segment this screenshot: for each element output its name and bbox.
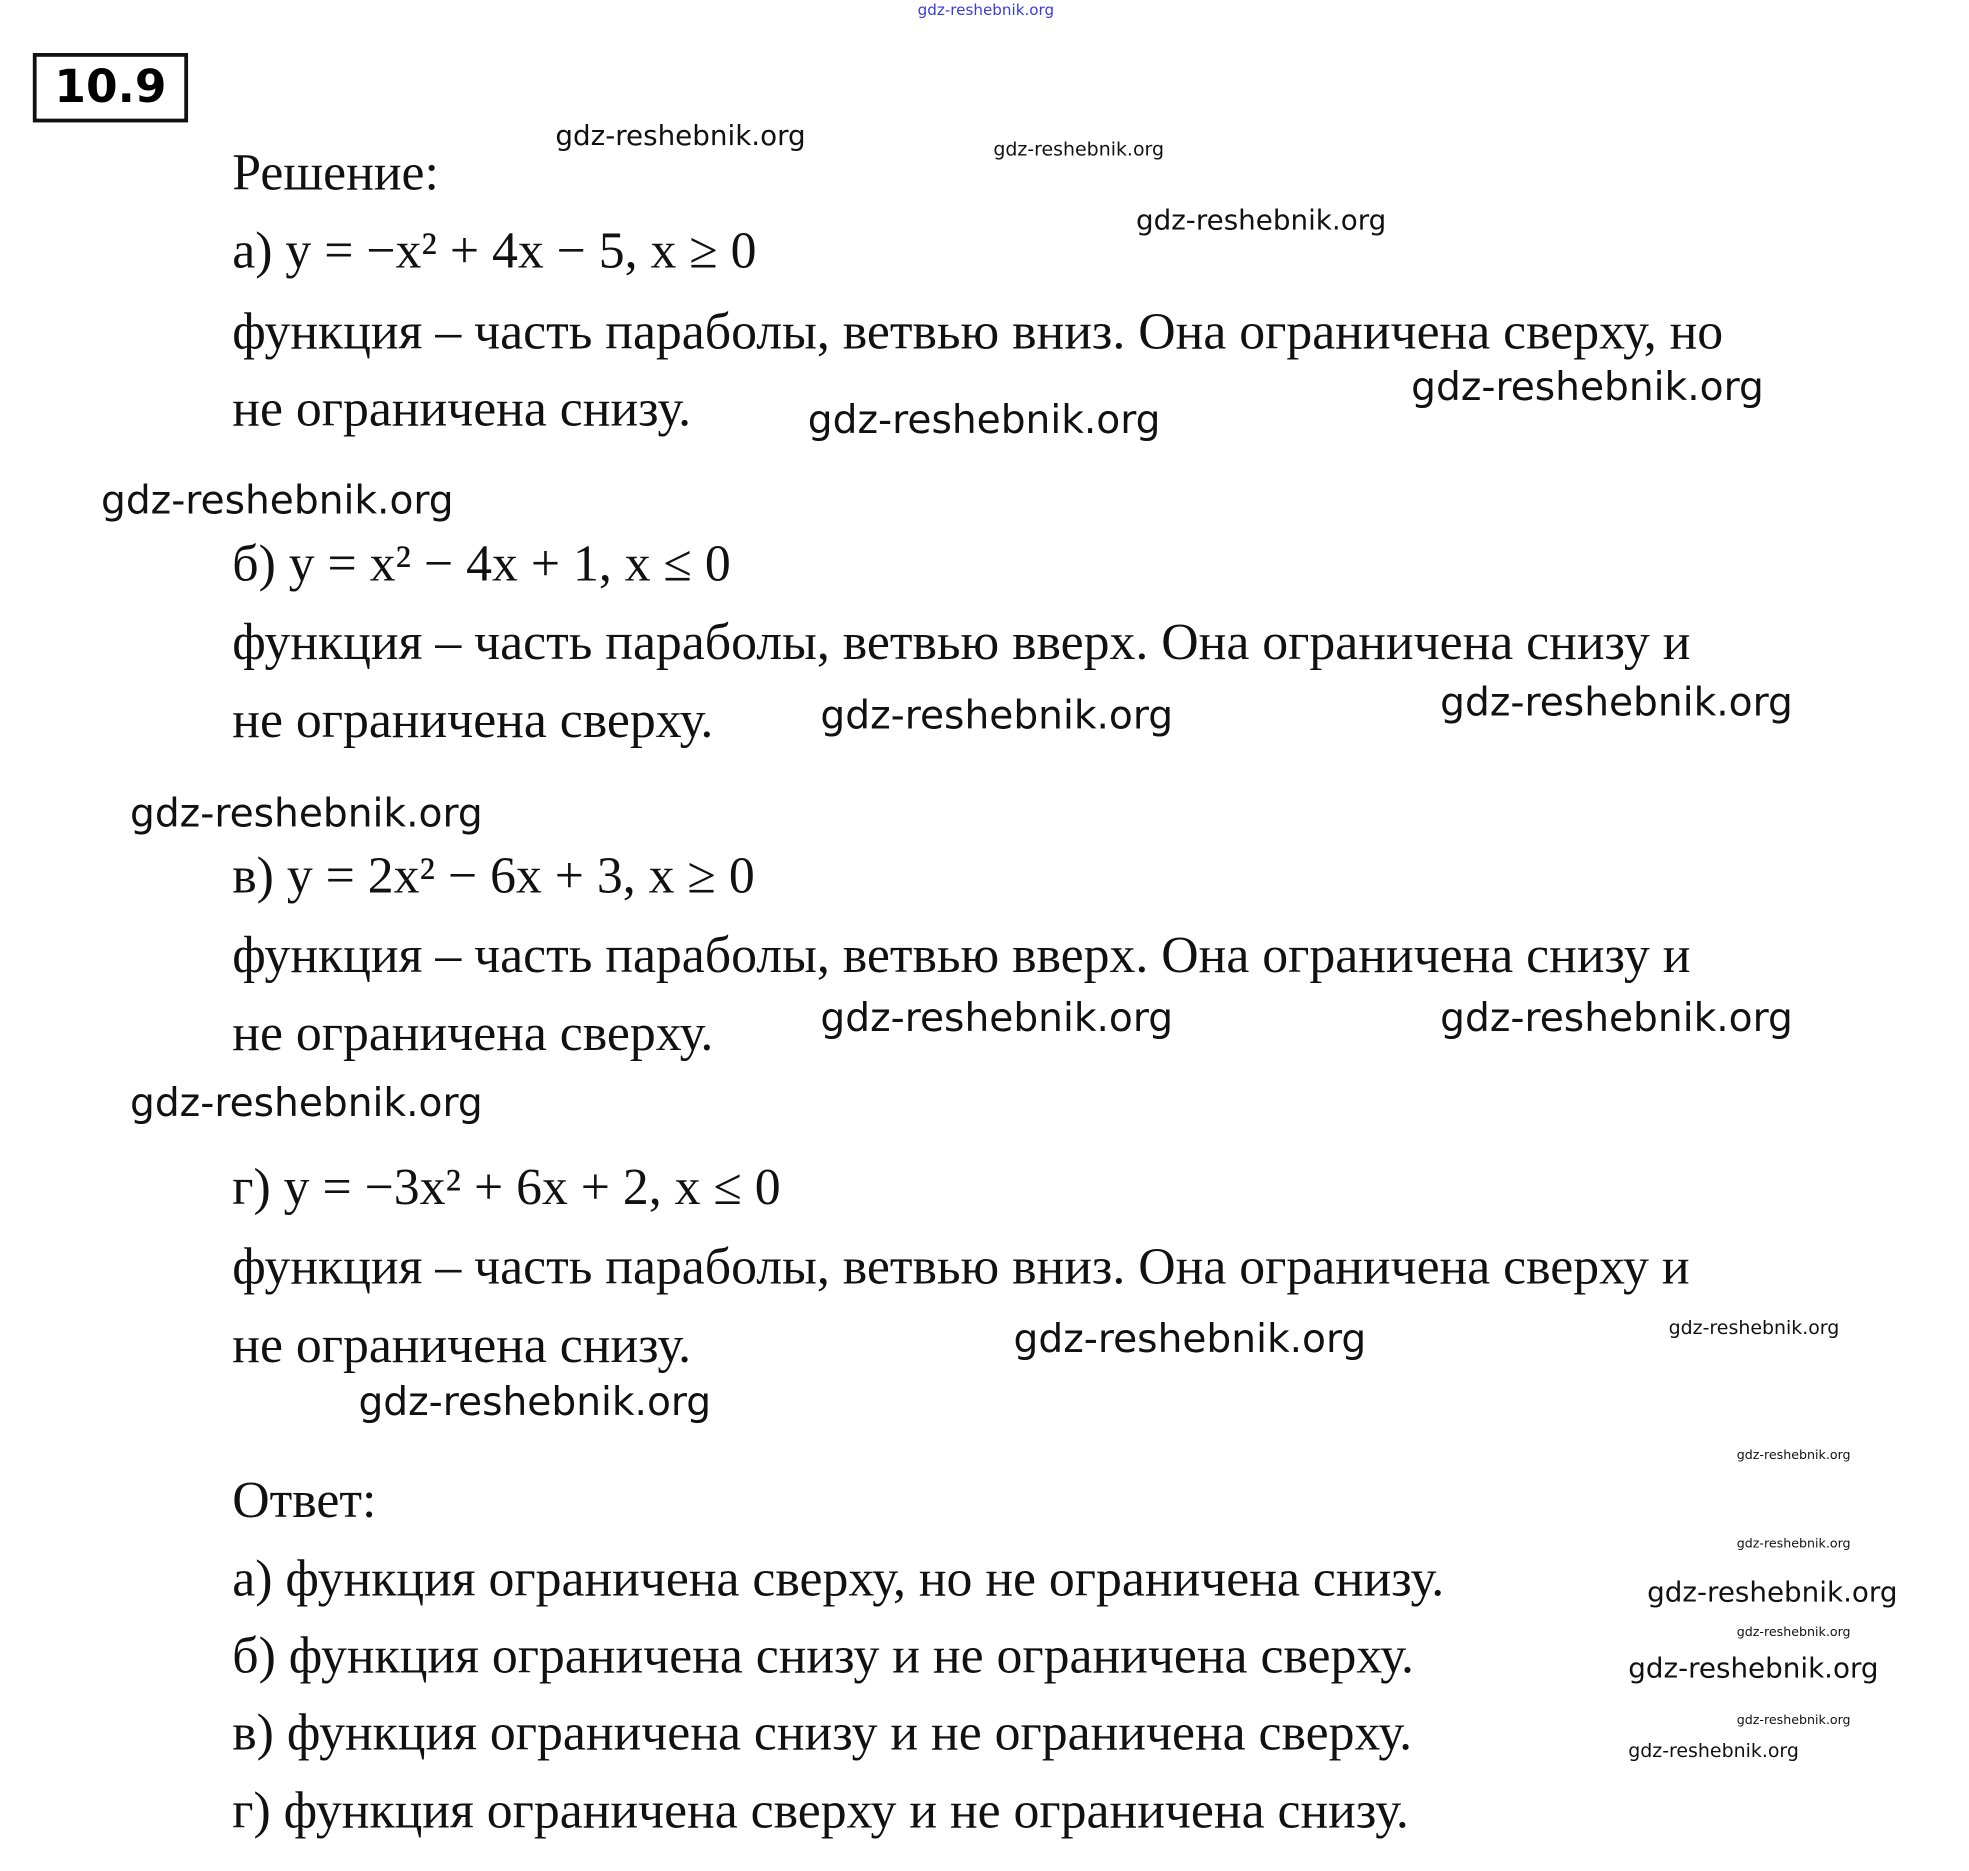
answer-a: а) функция ограничена сверху, но не ограничена снизу. xyxy=(232,1548,1445,1607)
part-a-line2: не ограничена снизу. xyxy=(232,378,692,437)
watermark: gdz-reshebnik.org xyxy=(1411,364,1764,411)
watermark: gdz-reshebnik.org xyxy=(1440,680,1793,726)
part-d-line1: функция – часть параболы, ветвью вниз. Она ограничена сверху и xyxy=(232,1236,1690,1296)
watermark: gdz-reshebnik.org xyxy=(1736,1537,1851,1552)
watermark: gdz-reshebnik.org xyxy=(993,137,1165,161)
watermark: gdz-reshebnik.org xyxy=(1647,1577,1898,1610)
watermark: gdz-reshebnik.org xyxy=(1628,1739,1799,1763)
part-c-line1: функция – часть параболы, ветвью вверх. Она ограничена снизу и xyxy=(232,925,1691,984)
watermark-top: gdz-reshebnik.org xyxy=(917,1,1055,19)
answer-b: б) функция ограничена снизу и не ограничена сверху. xyxy=(232,1625,1414,1684)
watermark: gdz-reshebnik.org xyxy=(1135,205,1387,238)
watermark: gdz-reshebnik.org xyxy=(1013,1316,1367,1362)
watermark: gdz-reshebnik.org xyxy=(1736,1714,1851,1728)
part-a-line1: функция – часть параболы, ветвью вниз. Она ограничена сверху, но xyxy=(232,301,1724,360)
watermark: gdz-reshebnik.org xyxy=(555,121,806,153)
part-b-line1: функция – часть параболы, ветвью вверх. Она ограничена снизу и xyxy=(232,612,1691,671)
part-a-formula: а) y = −x² + 4x − 5, x ≥ 0 xyxy=(232,220,757,279)
answer-d: г) функция ограничена сверху и не ограничена снизу. xyxy=(232,1780,1409,1840)
watermark: gdz-reshebnik.org xyxy=(1668,1316,1840,1340)
answer-c: в) функция ограничена снизу и не ограничена сверху. xyxy=(232,1702,1413,1761)
part-b-formula: б) y = x² − 4x + 1, x ≤ 0 xyxy=(232,533,731,592)
watermark: gdz-reshebnik.org xyxy=(820,995,1174,1042)
part-d-formula: г) y = −3x² + 6x + 2, x ≤ 0 xyxy=(232,1157,781,1216)
watermark: gdz-reshebnik.org xyxy=(358,1379,712,1426)
answer-label: Ответ: xyxy=(232,1470,377,1529)
watermark: gdz-reshebnik.org xyxy=(100,478,454,524)
part-c-formula: в) y = 2x² − 6x + 3, x ≥ 0 xyxy=(232,845,755,904)
watermark: gdz-reshebnik.org xyxy=(1736,1625,1851,1640)
watermark: gdz-reshebnik.org xyxy=(130,1080,483,1126)
watermark: gdz-reshebnik.org xyxy=(1736,1449,1851,1463)
watermark: gdz-reshebnik.org xyxy=(130,791,483,837)
watermark: gdz-reshebnik.org xyxy=(807,397,1161,444)
part-b-line2: не ограничена сверху. xyxy=(232,690,714,749)
watermark: gdz-reshebnik.org xyxy=(1440,995,1793,1042)
solution-label: Решение: xyxy=(232,142,439,201)
problem-number: 10.9 xyxy=(33,53,188,122)
part-c-line2: не ограничена сверху. xyxy=(232,1003,714,1062)
watermark: gdz-reshebnik.org xyxy=(1628,1653,1879,1686)
watermark: gdz-reshebnik.org xyxy=(820,692,1174,739)
part-d-line2: не ограничена снизу. xyxy=(232,1315,692,1374)
